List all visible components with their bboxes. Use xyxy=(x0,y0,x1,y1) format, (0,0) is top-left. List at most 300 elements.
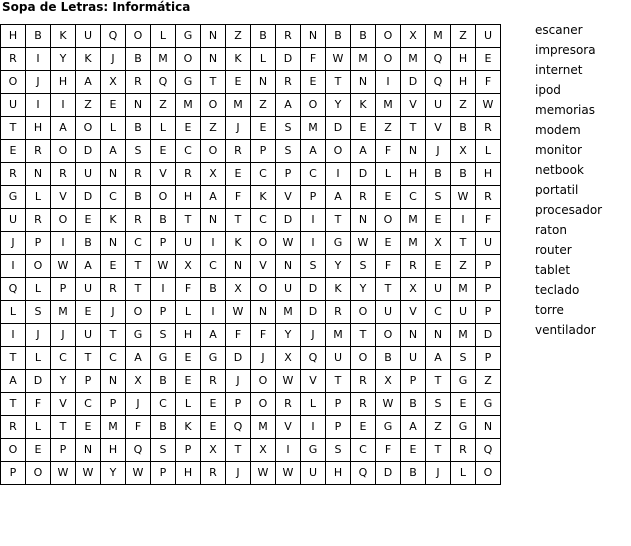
grid-cell: O xyxy=(376,209,401,232)
grid-cell: G xyxy=(1,186,26,209)
grid-row xyxy=(1,94,501,117)
grid-cell: O xyxy=(201,140,226,163)
grid-cell: O xyxy=(251,278,276,301)
grid-cell: K xyxy=(76,48,101,71)
grid-cell: R xyxy=(276,71,301,94)
grid-cell: C xyxy=(151,393,176,416)
grid-cell: T xyxy=(226,209,251,232)
grid-cell: U xyxy=(1,94,26,117)
grid-cell: P xyxy=(151,232,176,255)
grid-cell: G xyxy=(126,324,151,347)
grid-row xyxy=(1,186,501,209)
grid-cell: Q xyxy=(101,25,126,48)
grid-cell: U xyxy=(76,324,101,347)
grid-cell: G xyxy=(301,439,326,462)
grid-cell: W xyxy=(151,255,176,278)
grid-cell: L xyxy=(26,186,51,209)
grid-cell: N xyxy=(26,163,51,186)
grid-cell: B xyxy=(26,25,51,48)
grid-cell: D xyxy=(26,370,51,393)
grid-cell: R xyxy=(351,186,376,209)
grid-row xyxy=(1,462,501,485)
grid-cell: E xyxy=(351,416,376,439)
grid-cell: C xyxy=(101,347,126,370)
grid-cell: E xyxy=(426,209,451,232)
grid-cell: W xyxy=(476,94,501,117)
grid-cell: T xyxy=(351,324,376,347)
grid-cell: X xyxy=(126,370,151,393)
grid-cell: M xyxy=(351,48,376,71)
grid-cell: O xyxy=(476,462,501,485)
grid-cell: M xyxy=(376,94,401,117)
grid-cell: E xyxy=(101,94,126,117)
grid-row xyxy=(1,324,501,347)
grid-cell: R xyxy=(126,209,151,232)
grid-cell: X xyxy=(251,439,276,462)
grid-cell: R xyxy=(226,140,251,163)
grid-cell: T xyxy=(376,278,401,301)
grid-cell: P xyxy=(26,232,51,255)
grid-cell: D xyxy=(276,209,301,232)
grid-cell: V xyxy=(301,370,326,393)
grid-cell: J xyxy=(101,301,126,324)
grid-cell: E xyxy=(226,71,251,94)
grid-cell: O xyxy=(326,140,351,163)
grid-cell: D xyxy=(326,117,351,140)
grid-cell: E xyxy=(151,140,176,163)
grid-cell: D xyxy=(301,278,326,301)
grid-cell: C xyxy=(201,255,226,278)
grid-cell: M xyxy=(276,301,301,324)
grid-cell: F xyxy=(376,140,401,163)
grid-cell: R xyxy=(401,255,426,278)
grid-cell: X xyxy=(176,255,201,278)
grid-cell: R xyxy=(451,439,476,462)
grid-cell: C xyxy=(301,163,326,186)
grid-cell: N xyxy=(251,301,276,324)
grid-cell: E xyxy=(76,209,101,232)
grid-cell: H xyxy=(1,25,26,48)
grid-cell: K xyxy=(351,94,376,117)
grid-cell: J xyxy=(26,71,51,94)
grid-cell: N xyxy=(226,255,251,278)
grid-cell: O xyxy=(351,347,376,370)
grid-cell: I xyxy=(151,278,176,301)
grid-cell: C xyxy=(76,393,101,416)
grid-cell: A xyxy=(1,370,26,393)
grid-cell: A xyxy=(76,71,101,94)
grid-cell: M xyxy=(451,324,476,347)
grid-cell: R xyxy=(351,370,376,393)
grid-cell: L xyxy=(251,48,276,71)
grid-cell: N xyxy=(201,209,226,232)
grid-cell: R xyxy=(126,71,151,94)
grid-cell: U xyxy=(451,301,476,324)
grid-cell: I xyxy=(1,324,26,347)
grid-cell: L xyxy=(376,163,401,186)
grid-cell: R xyxy=(126,163,151,186)
grid-cell: C xyxy=(251,163,276,186)
grid-cell: M xyxy=(326,324,351,347)
grid-cell: L xyxy=(101,117,126,140)
grid-cell: C xyxy=(176,140,201,163)
grid-cell: T xyxy=(426,439,451,462)
grid-cell: P xyxy=(51,278,76,301)
grid-row xyxy=(1,163,501,186)
grid-cell: G xyxy=(476,393,501,416)
grid-cell: L xyxy=(301,393,326,416)
grid-cell: S xyxy=(426,186,451,209)
grid-cell: E xyxy=(76,301,101,324)
grid-cell: F xyxy=(26,393,51,416)
grid-cell: L xyxy=(176,301,201,324)
word-list xyxy=(535,24,602,344)
grid-cell: E xyxy=(476,48,501,71)
grid-cell: N xyxy=(201,48,226,71)
grid-cell: F xyxy=(126,416,151,439)
grid-cell: W xyxy=(51,255,76,278)
grid-cell: I xyxy=(26,94,51,117)
grid-cell: Y xyxy=(51,48,76,71)
grid-cell: P xyxy=(476,255,501,278)
grid-cell: P xyxy=(226,393,251,416)
grid-cell: B xyxy=(376,347,401,370)
grid-cell: V xyxy=(251,255,276,278)
grid-cell: V xyxy=(51,393,76,416)
grid-cell: E xyxy=(226,163,251,186)
grid-cell: J xyxy=(226,117,251,140)
grid-cell: I xyxy=(376,71,401,94)
grid-cell: Q xyxy=(126,439,151,462)
grid-cell: R xyxy=(476,117,501,140)
grid-cell: D xyxy=(301,301,326,324)
grid-row xyxy=(1,25,501,48)
grid-cell: R xyxy=(51,163,76,186)
grid-cell: C xyxy=(101,186,126,209)
grid-cell: J xyxy=(426,140,451,163)
grid-cell: N xyxy=(476,416,501,439)
grid-cell: O xyxy=(301,94,326,117)
grid-cell: M xyxy=(301,117,326,140)
grid-cell: U xyxy=(401,347,426,370)
grid-cell: E xyxy=(176,370,201,393)
grid-cell: B xyxy=(151,416,176,439)
grid-cell: X xyxy=(101,71,126,94)
grid-cell: G xyxy=(176,71,201,94)
grid-cell: U xyxy=(1,209,26,232)
grid-cell: C xyxy=(351,439,376,462)
grid-row xyxy=(1,416,501,439)
grid-cell: G xyxy=(326,232,351,255)
grid-cell: U xyxy=(426,278,451,301)
grid-row xyxy=(1,393,501,416)
grid-cell: R xyxy=(276,25,301,48)
grid-cell: S xyxy=(151,324,176,347)
grid-cell: X xyxy=(401,278,426,301)
grid-cell: I xyxy=(51,94,76,117)
grid-cell: S xyxy=(151,439,176,462)
grid-cell: I xyxy=(26,48,51,71)
grid-cell: T xyxy=(1,117,26,140)
grid-cell: L xyxy=(451,462,476,485)
grid-cell: E xyxy=(76,416,101,439)
grid-cell: M xyxy=(101,416,126,439)
grid-cell: P xyxy=(101,393,126,416)
grid-cell: Z xyxy=(151,94,176,117)
grid-cell: K xyxy=(176,416,201,439)
grid-row xyxy=(1,301,501,324)
grid-cell: Z xyxy=(201,117,226,140)
grid-cell: P xyxy=(301,186,326,209)
grid-cell: B xyxy=(451,117,476,140)
grid-cell: P xyxy=(276,163,301,186)
grid-cell: D xyxy=(351,163,376,186)
grid-cell: T xyxy=(326,71,351,94)
grid-cell: U xyxy=(76,163,101,186)
grid-cell: X xyxy=(376,370,401,393)
grid-cell: V xyxy=(401,301,426,324)
grid-cell: M xyxy=(226,94,251,117)
grid-cell: N xyxy=(101,370,126,393)
grid-cell: R xyxy=(276,393,301,416)
grid-cell: M xyxy=(401,232,426,255)
grid-cell: B xyxy=(326,25,351,48)
grid-cell: Q xyxy=(476,439,501,462)
grid-cell: J xyxy=(226,462,251,485)
grid-cell: P xyxy=(326,393,351,416)
word-list-item: procesador xyxy=(535,203,603,217)
grid-cell: E xyxy=(301,71,326,94)
grid-cell: E xyxy=(201,416,226,439)
grid-cell: A xyxy=(401,416,426,439)
grid-cell: O xyxy=(176,48,201,71)
grid-cell: T xyxy=(126,255,151,278)
grid-row xyxy=(1,71,501,94)
grid-cell: N xyxy=(276,255,301,278)
grid-cell: D xyxy=(76,186,101,209)
grid-cell: D xyxy=(276,48,301,71)
grid-cell: I xyxy=(51,232,76,255)
grid-cell: K xyxy=(226,232,251,255)
grid-cell: V xyxy=(276,416,301,439)
grid-cell: O xyxy=(1,439,26,462)
grid-cell: N xyxy=(401,140,426,163)
grid-cell: M xyxy=(51,301,76,324)
grid-cell: F xyxy=(376,439,401,462)
grid-cell: F xyxy=(226,324,251,347)
grid-cell: V xyxy=(401,94,426,117)
grid-cell: R xyxy=(326,301,351,324)
grid-cell: P xyxy=(251,140,276,163)
grid-cell: T xyxy=(451,232,476,255)
word-list-item: ipod xyxy=(535,83,561,97)
grid-cell: E xyxy=(426,255,451,278)
grid-cell: A xyxy=(126,347,151,370)
grid-row xyxy=(1,48,501,71)
grid-cell: Y xyxy=(101,462,126,485)
grid-cell: A xyxy=(76,255,101,278)
grid-cell: T xyxy=(226,439,251,462)
grid-row xyxy=(1,140,501,163)
grid-cell: W xyxy=(376,393,401,416)
grid-cell: N xyxy=(76,439,101,462)
grid-cell: L xyxy=(151,117,176,140)
grid-cell: L xyxy=(26,416,51,439)
word-list-item: memorias xyxy=(535,103,595,117)
grid-cell: H xyxy=(451,48,476,71)
grid-cell: M xyxy=(151,48,176,71)
grid-cell: V xyxy=(151,163,176,186)
grid-cell: O xyxy=(201,94,226,117)
grid-cell: A xyxy=(301,140,326,163)
grid-cell: E xyxy=(26,439,51,462)
grid-cell: J xyxy=(251,347,276,370)
grid-cell: T xyxy=(51,416,76,439)
grid-cell: T xyxy=(426,370,451,393)
grid-cell: Z xyxy=(426,416,451,439)
grid-cell: J xyxy=(126,393,151,416)
grid-cell: B xyxy=(351,25,376,48)
grid-cell: T xyxy=(1,347,26,370)
grid-cell: B xyxy=(126,48,151,71)
grid-cell: E xyxy=(251,117,276,140)
grid-cell: N xyxy=(351,209,376,232)
grid-cell: F xyxy=(251,324,276,347)
grid-cell: U xyxy=(476,232,501,255)
grid-cell: Y xyxy=(276,324,301,347)
grid-cell: E xyxy=(176,347,201,370)
grid-cell: J xyxy=(226,370,251,393)
grid-cell: H xyxy=(176,186,201,209)
grid-cell: U xyxy=(376,301,401,324)
grid-cell: G xyxy=(451,370,476,393)
grid-cell: P xyxy=(51,439,76,462)
grid-cell: R xyxy=(476,186,501,209)
grid-cell: B xyxy=(451,163,476,186)
grid-cell: J xyxy=(101,48,126,71)
grid-cell: D xyxy=(376,462,401,485)
grid-cell: O xyxy=(126,25,151,48)
grid-cell: G xyxy=(151,347,176,370)
grid-cell: X xyxy=(201,439,226,462)
grid-cell: A xyxy=(351,140,376,163)
grid-cell: H xyxy=(101,439,126,462)
grid-cell: H xyxy=(401,163,426,186)
grid-cell: R xyxy=(26,140,51,163)
grid-cell: A xyxy=(326,186,351,209)
grid-cell: E xyxy=(451,393,476,416)
grid-cell: Z xyxy=(251,94,276,117)
grid-cell: W xyxy=(451,186,476,209)
word-list-item: modem xyxy=(535,123,581,137)
grid-cell: S xyxy=(351,255,376,278)
grid-cell: O xyxy=(1,71,26,94)
grid-cell: P xyxy=(151,301,176,324)
grid-cell: I xyxy=(301,209,326,232)
grid-cell: K xyxy=(51,25,76,48)
word-list-item: monitor xyxy=(535,143,582,157)
grid-cell: O xyxy=(126,301,151,324)
grid-cell: M xyxy=(451,278,476,301)
grid-cell: B xyxy=(151,370,176,393)
grid-cell: V xyxy=(426,117,451,140)
grid-cell: U xyxy=(476,25,501,48)
grid-cell: A xyxy=(101,140,126,163)
grid-cell: G xyxy=(376,416,401,439)
grid-cell: O xyxy=(351,301,376,324)
word-list-item: tablet xyxy=(535,263,571,277)
grid-cell: X xyxy=(401,25,426,48)
grid-row xyxy=(1,347,501,370)
grid-cell: Y xyxy=(351,278,376,301)
grid-cell: J xyxy=(1,232,26,255)
grid-cell: M xyxy=(251,416,276,439)
grid-cell: B xyxy=(401,393,426,416)
grid-cell: A xyxy=(201,186,226,209)
grid-cell: B xyxy=(426,163,451,186)
grid-cell: Q xyxy=(426,71,451,94)
grid-cell: J xyxy=(301,324,326,347)
grid-cell: H xyxy=(26,117,51,140)
grid-cell: K xyxy=(101,209,126,232)
grid-cell: F xyxy=(226,186,251,209)
grid-cell: B xyxy=(201,278,226,301)
grid-cell: V xyxy=(51,186,76,209)
grid-cell: P xyxy=(151,462,176,485)
grid-cell: C xyxy=(401,186,426,209)
grid-cell: K xyxy=(251,186,276,209)
grid-cell: U xyxy=(176,232,201,255)
grid-row xyxy=(1,439,501,462)
grid-row xyxy=(1,255,501,278)
grid-cell: R xyxy=(176,163,201,186)
grid-cell: A xyxy=(426,347,451,370)
grid-cell: I xyxy=(201,232,226,255)
grid-cell: P xyxy=(76,370,101,393)
grid-cell: H xyxy=(51,71,76,94)
grid-cell: B xyxy=(126,117,151,140)
grid-cell: T xyxy=(101,324,126,347)
grid-cell: Z xyxy=(376,117,401,140)
grid-cell: W xyxy=(276,462,301,485)
grid-cell: N xyxy=(301,25,326,48)
grid-cell: C xyxy=(51,347,76,370)
grid-row xyxy=(1,278,501,301)
grid-cell: O xyxy=(26,462,51,485)
grid-cell: Q xyxy=(151,71,176,94)
word-list-item: teclado xyxy=(535,283,580,297)
grid-cell: I xyxy=(326,163,351,186)
grid-cell: M xyxy=(176,94,201,117)
grid-cell: Y xyxy=(51,370,76,393)
grid-cell: B xyxy=(76,232,101,255)
puzzle-title: Sopa de Letras: Informática xyxy=(2,0,191,14)
grid-cell: A xyxy=(201,324,226,347)
grid-cell: X xyxy=(276,347,301,370)
word-list-item: ventilador xyxy=(535,323,596,337)
grid-cell: W xyxy=(251,462,276,485)
grid-cell: M xyxy=(426,25,451,48)
grid-cell: N xyxy=(251,71,276,94)
grid-cell: I xyxy=(301,232,326,255)
grid-cell: D xyxy=(401,71,426,94)
grid-cell: W xyxy=(276,232,301,255)
grid-cell: I xyxy=(451,209,476,232)
grid-cell: L xyxy=(1,301,26,324)
grid-row xyxy=(1,370,501,393)
word-list-item: router xyxy=(535,243,572,257)
grid-cell: E xyxy=(201,393,226,416)
